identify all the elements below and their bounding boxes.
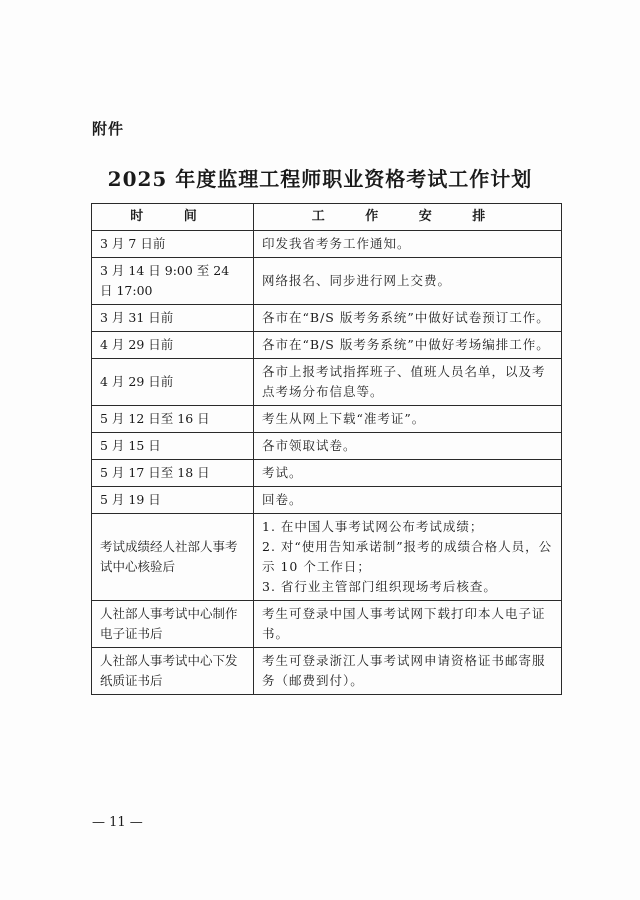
row-time: 4 月 29 日前 (92, 359, 254, 406)
header-task: 工 作 安 排 (254, 204, 562, 231)
document-title: 2025 年度监理工程师职业资格考试工作计划 (107, 167, 533, 191)
schedule-table (91, 203, 562, 695)
task-line: 3. 省行业主管部门组织现场考后核查。 (262, 579, 497, 594)
task-line: 各市在“B/S 版考务系统”中做好考场编排工作。 (262, 337, 550, 352)
row-time: 3 月 14 日 9:00 至 24 日 17:00 (92, 258, 254, 305)
task-line: 各市在“B/S 版考务系统”中做好试卷预订工作。 (262, 310, 550, 325)
table-row (92, 332, 562, 359)
table-row (92, 514, 562, 601)
task-line: 考生可登录浙江人事考试网申请资格证书邮寄服务（邮费到付）。 (262, 653, 546, 688)
task-line: 印发我省考务工作通知。 (262, 236, 411, 251)
row-time: 考试成绩经人社部人事考试中心核验后 (92, 514, 254, 601)
page-number: — 11 — (92, 815, 143, 830)
row-task (254, 231, 562, 258)
row-task (254, 332, 562, 359)
table-row (92, 258, 562, 305)
table-row (92, 601, 562, 648)
row-task (254, 648, 562, 695)
row-task (254, 514, 562, 601)
row-time: 3 月 31 日前 (92, 305, 254, 332)
table-row (92, 305, 562, 332)
row-time: 3 月 7 日前 (92, 231, 254, 258)
task-line: 考试。 (262, 465, 303, 480)
table-row (92, 231, 562, 258)
task-line: 1. 在中国人事考试网公布考试成绩； (262, 519, 484, 534)
row-time: 5 月 17 日至 18 日 (92, 460, 254, 487)
row-task (254, 601, 562, 648)
row-task (254, 460, 562, 487)
row-time: 人社部人事考试中心下发纸质证书后 (92, 648, 254, 695)
row-time: 5 月 12 日至 16 日 (92, 406, 254, 433)
row-task (254, 433, 562, 460)
task-line: 2. 对“使用告知承诺制”报考的成绩合格人员，公示 10 个工作日； (262, 539, 553, 574)
task-line: 各市领取试卷。 (262, 438, 357, 453)
table-row (92, 487, 562, 514)
task-line: 回卷。 (262, 492, 303, 507)
table-row (92, 406, 562, 433)
task-line: 网络报名、同步进行网上交费。 (262, 273, 452, 288)
task-line: 各市上报考试指挥班子、值班人员名单，以及考点考场分布信息等。 (262, 364, 546, 399)
table-row (92, 433, 562, 460)
table-row (92, 460, 562, 487)
task-line: 考生从网上下载“准考证”。 (262, 411, 426, 426)
row-time: 4 月 29 日前 (92, 332, 254, 359)
table-header-row (92, 204, 562, 231)
row-time: 5 月 15 日 (92, 433, 254, 460)
table-row (92, 648, 562, 695)
row-task (254, 258, 562, 305)
table-row (92, 359, 562, 406)
row-task (254, 359, 562, 406)
row-task (254, 487, 562, 514)
row-task (254, 305, 562, 332)
row-task (254, 406, 562, 433)
header-time: 时 间 (92, 204, 254, 231)
row-time: 人社部人事考试中心制作电子证书后 (92, 601, 254, 648)
attachment-label: 附件 (92, 120, 125, 138)
task-line: 考生可登录中国人事考试网下载打印本人电子证书。 (262, 606, 546, 641)
row-time: 5 月 19 日 (92, 487, 254, 514)
